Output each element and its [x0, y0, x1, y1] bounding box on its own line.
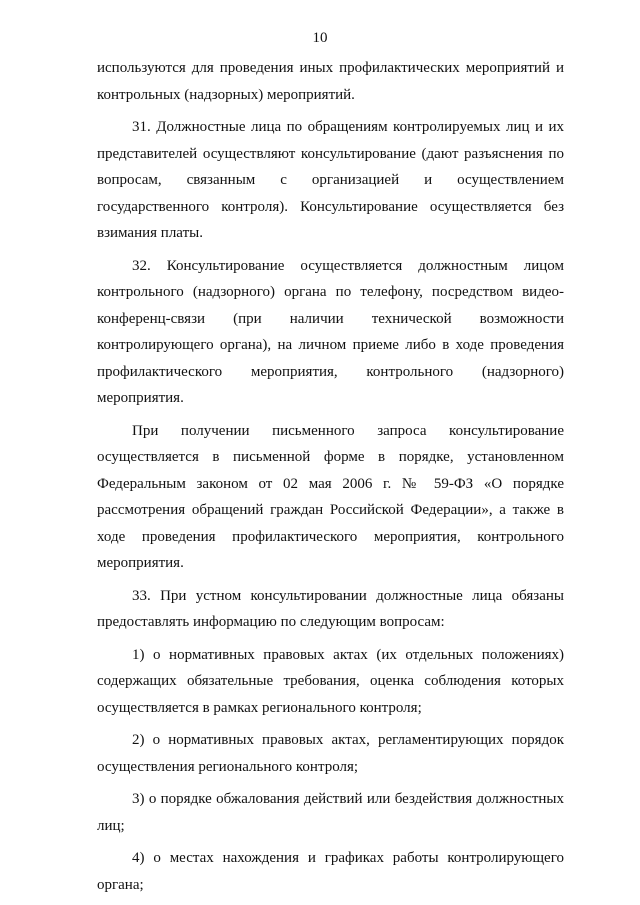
list-item-1: 1) о нормативных правовых актах (их отдельных положениях) содержащих обязательные требования, оценка соблюдения которых осуществляется в рамках регионального контроля;	[97, 646, 564, 716]
document-body	[97, 55, 564, 904]
paragraph-continuation: используются для проведения иных профилактических мероприятий и контрольных (надзорных) мероприятий.	[97, 60, 564, 103]
list-item-4: 4) о местах нахождения и графиках работы контролирующего органа;	[97, 850, 564, 893]
list-item-3: 3) о порядке обжалования действий или бездействия должностных лиц;	[97, 791, 564, 834]
list-item-2: 2) о нормативных правовых актах, регламентирующих порядок осуществления регионального контроля;	[97, 732, 564, 775]
page-number: 10	[312, 30, 328, 46]
paragraph-33: 33. При устном консультировании должностные лица обязаны предоставлять информацию по следующим вопросам:	[97, 587, 564, 630]
paragraph-31: 31. Должностные лица по обращениям контролируемых лиц и их представителей осуществляют консультирование (дают разъяснения по вопросам, связанным с организацией и осуществлением государственного контроля). Консультирование осуществляется без взимания платы.	[97, 119, 564, 241]
paragraph-written-request: При получении письменного запроса консультирование осуществляется в письменной форме в порядке, установленном Федеральным законом от 02 мая 2006 г. № 59-ФЗ «О порядке рассмотрения обращений граждан Российской Федерации», а также в ходе проведения профилактического мероприятия, контрольного мероприятия.	[97, 422, 564, 571]
paragraph-32: 32. Консультирование осуществляется должностным лицом контрольного (надзорного) органа по телефону, посредством видео-конференц-связи (при наличии технической возможности контролирующего органа), на личном приеме либо в ходе проведения профилактического мероприятия, контрольного (надзорного) мероприятия.	[97, 257, 564, 406]
